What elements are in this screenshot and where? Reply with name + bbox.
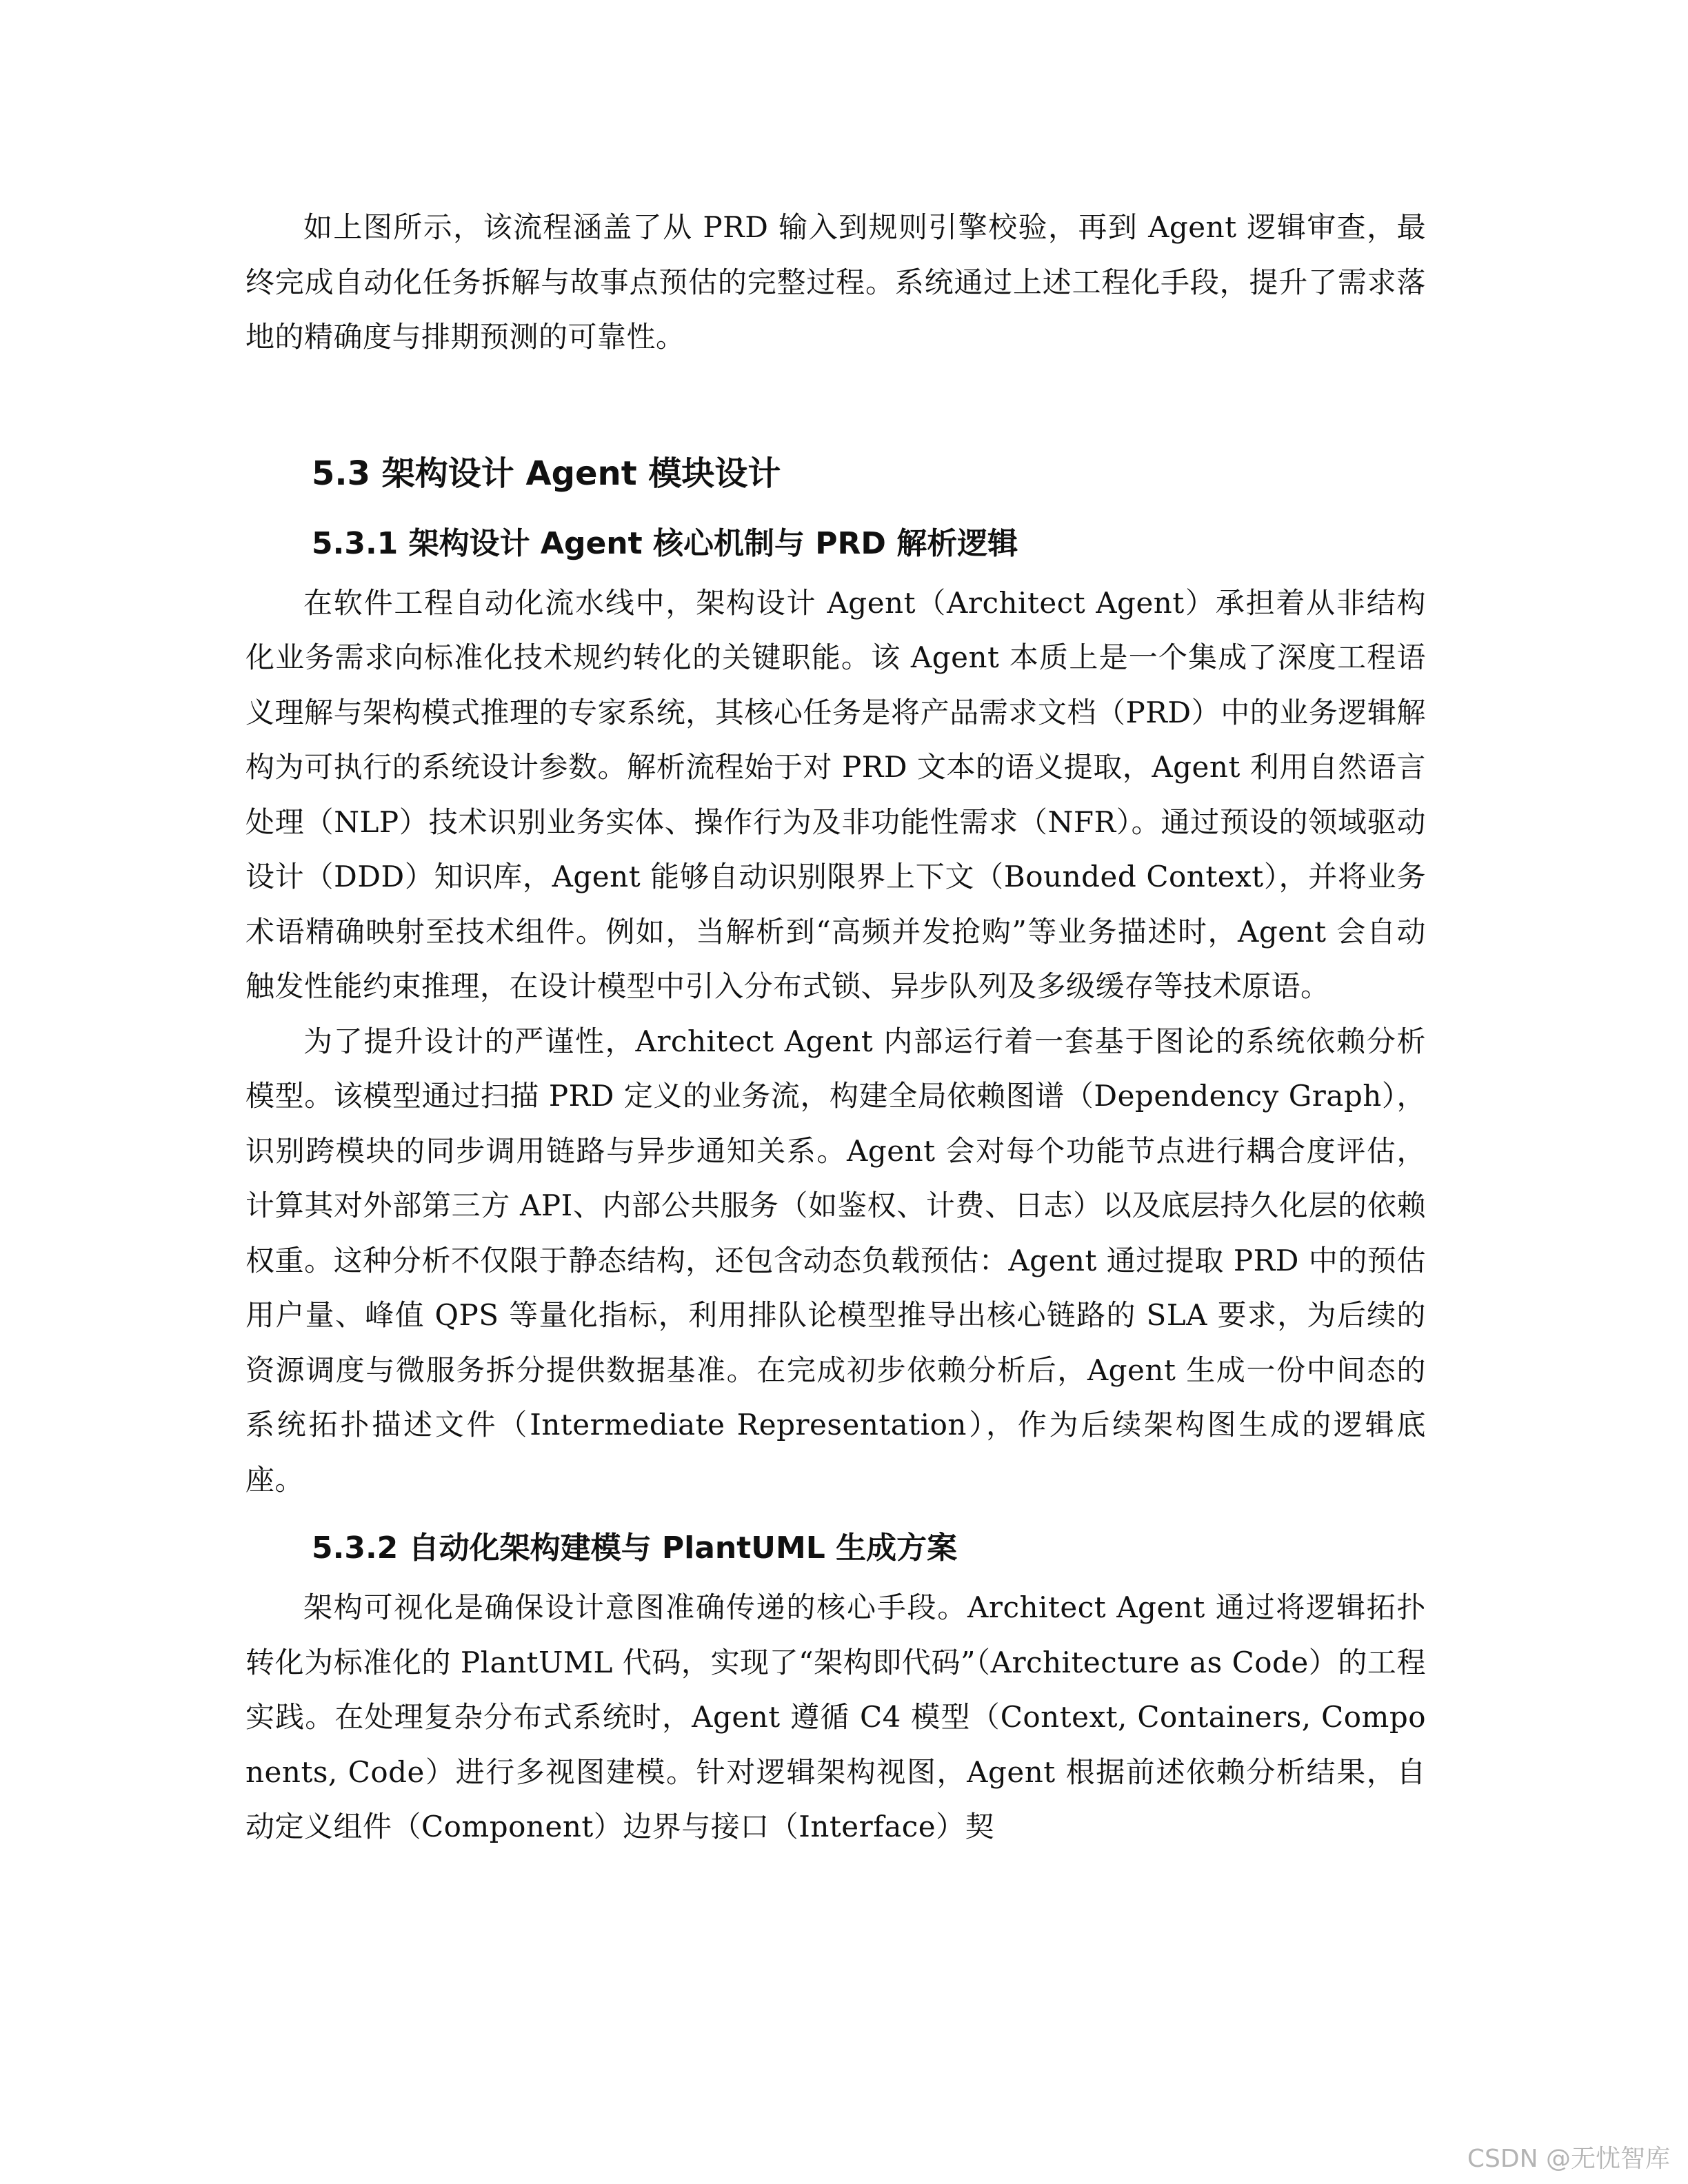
body-paragraph: 为了提升设计的严谨性，Architect Agent 内部运行着一套基于图论的系统依赖分析模型。该模型通过扫描 PRD 定义的业务流，构建全局依赖图谱（Dependency Graph），识别跨模块的同步调用链路与异步通知关系。Agent 会对每个功能节点进行耦合度评估，计算其对外部第三方 API、内部公共服务（如鉴权、计费、日志）以及底层持久化层的依赖权重。这种分析不仅限于静态结构，还包含动态负载预估：Agent 通过提取 PRD 中的预估用户量、峰值 QPS 等量化指标，利用排队论模型推导出核心链路的 SLA 要求，为后续的资源调度与微服务拆分提供数据基准。在完成初步依赖分析后，Agent 生成一份中间态的系统拓扑描述文件（Intermediate Representation），作为后续架构图生成的逻辑底座。 xyxy=(245,1024,1426,1497)
body-paragraph: 在软件工程自动化流水线中，架构设计 Agent（Architect Agent）承担着从非结构化业务需求向标准化技术规约转化的关键职能。该 Agent 本质上是一个集成了深度工程语义理解与架构模式推理的专家系统，其核心任务是将产品需求文档（PRD）中的业务逻辑解构为可执行的系统设计参数。解析流程始于对 PRD 文本的语义提取，Agent 利用自然语言处理（NLP）技术识别业务实体、操作行为及非功能性需求（NFR）。通过预设的领域驱动设计（DDD）知识库，Agent 能够自动识别限界上下文（Bounded Context），并将业务术语精确映射至技术组件。例如，当解析到“高频并发抢购”等业务描述时，Agent 会自动触发性能约束推理，在设计模型中引入分布式锁、异步队列及多级缓存等技术原语。 xyxy=(245,585,1426,1003)
page-content xyxy=(245,200,1426,1854)
intro-paragraph: 如上图所示，该流程涵盖了从 PRD 输入到规则引擎校验，再到 Agent 逻辑审查，最终完成自动化任务拆解与故事点预估的完整过程。系统通过上述工程化手段，提升了需求落地的精确度与排期预测的可靠性。 xyxy=(245,210,1426,354)
section-heading: 5.3 架构设计 Agent 模块设计 xyxy=(312,454,781,493)
subsection-heading-5-3-2: 5.3.2 自动化架构建模与 PlantUML 生成方案 xyxy=(312,1530,958,1566)
subsection-heading-5-3-1: 5.3.1 架构设计 Agent 核心机制与 PRD 解析逻辑 xyxy=(312,525,1018,561)
watermark: CSDN @无忧智库 xyxy=(1467,2145,1670,2173)
body-paragraph: 架构可视化是确保设计意图准确传递的核心手段。Architect Agent 通过将逻辑拓扑转化为标准化的 PlantUML 代码，实现了“架构即代码”（Architecture as Code）的工程实践。在处理复杂分布式系统时，Agent 遵循 C4 模型（Context, Containers, Components, Code）进行多视图建模。针对逻辑架构视图，Agent 根据前述依赖分析结果，自动定义组件（Component）边界与接口（Interface）契 xyxy=(245,1590,1426,1843)
